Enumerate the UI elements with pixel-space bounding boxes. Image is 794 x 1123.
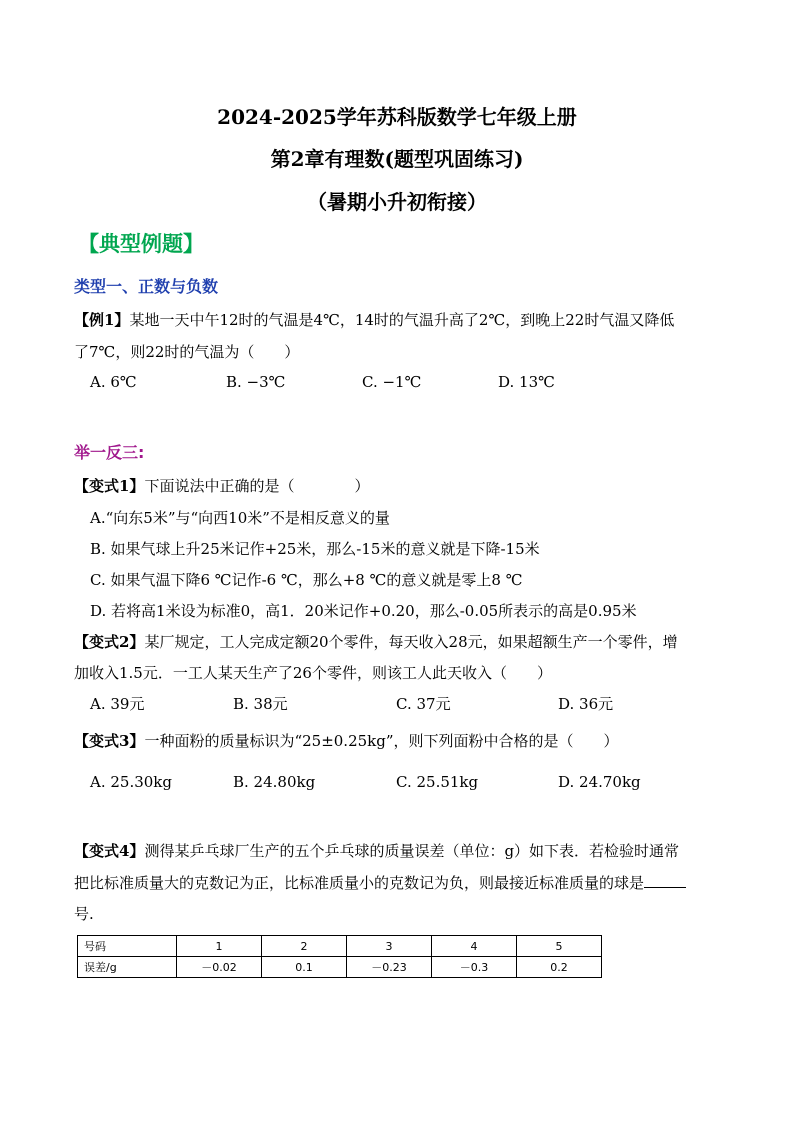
table-row <box>78 936 602 957</box>
example1-tag: 【例1】 <box>74 311 130 329</box>
variant2-line1 <box>74 632 678 652</box>
ball-error-table <box>77 935 602 978</box>
example1-line1 <box>74 310 674 330</box>
variant4-tag: 【变式4】 <box>74 842 145 860</box>
variant4-text-2: 把比标准质量大的克数记为正，比标准质量小的克数记为负，则最接近标准质量的球是 <box>74 874 645 892</box>
practice-heading: 举一反三: <box>74 443 145 462</box>
type1-heading: 类型一、正数与负数 <box>74 277 219 296</box>
table-row-header-number: 号码 <box>78 936 177 957</box>
example1-option-c: C. −1℃ <box>362 373 422 391</box>
variant4-line3: 号. <box>74 905 94 923</box>
table-cell-number: 5 <box>517 936 602 957</box>
answer-blank[interactable] <box>644 873 686 888</box>
variant1-tag: 【变式1】 <box>74 477 145 495</box>
variant2-tag: 【变式2】 <box>74 633 145 651</box>
table-cell-error: －0.23 <box>347 957 432 978</box>
variant2-option-c: C. 37元 <box>396 695 451 713</box>
variant3-option-c: C. 25.51kg <box>396 773 479 791</box>
variant2-text-1: 某厂规定，工人完成定额20个零件，每天收入28元，如果超额生产一个零件，增 <box>144 633 678 651</box>
table-row <box>78 957 602 978</box>
title-line-3: （暑期小升初衔接） <box>307 190 487 214</box>
variant1-option-c: C. 如果气温下降6 ℃记作-6 ℃，那么+8 ℃的意义就是零上8 ℃ <box>90 571 523 589</box>
variant4-line1 <box>74 841 679 861</box>
variant1-line <box>74 476 369 496</box>
example1-option-b: B. −3℃ <box>226 373 286 391</box>
variant3-option-b: B. 24.80kg <box>233 773 316 791</box>
variant2-option-b: B. 38元 <box>233 695 288 713</box>
example1-option-d: D. 13℃ <box>498 373 555 391</box>
variant2-line2: 加收入1.5元．一工人某天生产了26个零件，则该工人此天收入（ ） <box>74 664 552 682</box>
variant2-option-a: A. 39元 <box>90 695 145 713</box>
example1-text-1: 某地一天中午12时的气温是4℃，14时的气温升高了2℃，到晚上22时气温又降低 <box>129 311 675 329</box>
title-line-2: 第2章有理数(题型巩固练习) <box>270 147 524 171</box>
variant1-option-a: A.“向东5米”与“向西10米”不是相反意义的量 <box>90 509 390 527</box>
variant3-line <box>74 731 619 751</box>
variant4-line2 <box>74 873 686 893</box>
variant1-option-d: D. 若将高1米设为标准0，高1．20米记作+0.20，那么-0.05所表示的高是0.95米 <box>90 602 637 620</box>
variant1-text: 下面说法中正确的是（ ） <box>144 477 370 495</box>
table-row-header-error: 误差/g <box>78 957 177 978</box>
table-cell-error: 0.2 <box>517 957 602 978</box>
table-cell-error: －0.3 <box>432 957 517 978</box>
table-cell-error: －0.02 <box>177 957 262 978</box>
section-title: 【典型例题】 <box>78 232 204 256</box>
example1-option-a: A. 6℃ <box>90 373 137 391</box>
table-cell-number: 4 <box>432 936 517 957</box>
table-cell-number: 2 <box>262 936 347 957</box>
variant3-tag: 【变式3】 <box>74 732 145 750</box>
variant3-text: 一种面粉的质量标识为“25±0.25kg”，则下列面粉中合格的是（ ） <box>144 732 619 750</box>
table-cell-number: 3 <box>347 936 432 957</box>
variant3-option-a: A. 25.30kg <box>90 773 173 791</box>
variant4-text-1: 测得某乒乓球厂生产的五个乒乓球的质量误差（单位：g）如下表．若检验时通常 <box>144 842 680 860</box>
example1-line2: 了7℃，则22时的气温为（ ） <box>74 343 300 361</box>
variant1-option-b: B. 如果气球上升25米记作+25米，那么-15米的意义就是下降-15米 <box>90 540 540 558</box>
variant2-option-d: D. 36元 <box>558 695 614 713</box>
table-cell-error: 0.1 <box>262 957 347 978</box>
table-cell-number: 1 <box>177 936 262 957</box>
title-line-1: 2024-2025学年苏科版数学七年级上册 <box>217 105 577 129</box>
variant3-option-d: D. 24.70kg <box>558 773 641 791</box>
